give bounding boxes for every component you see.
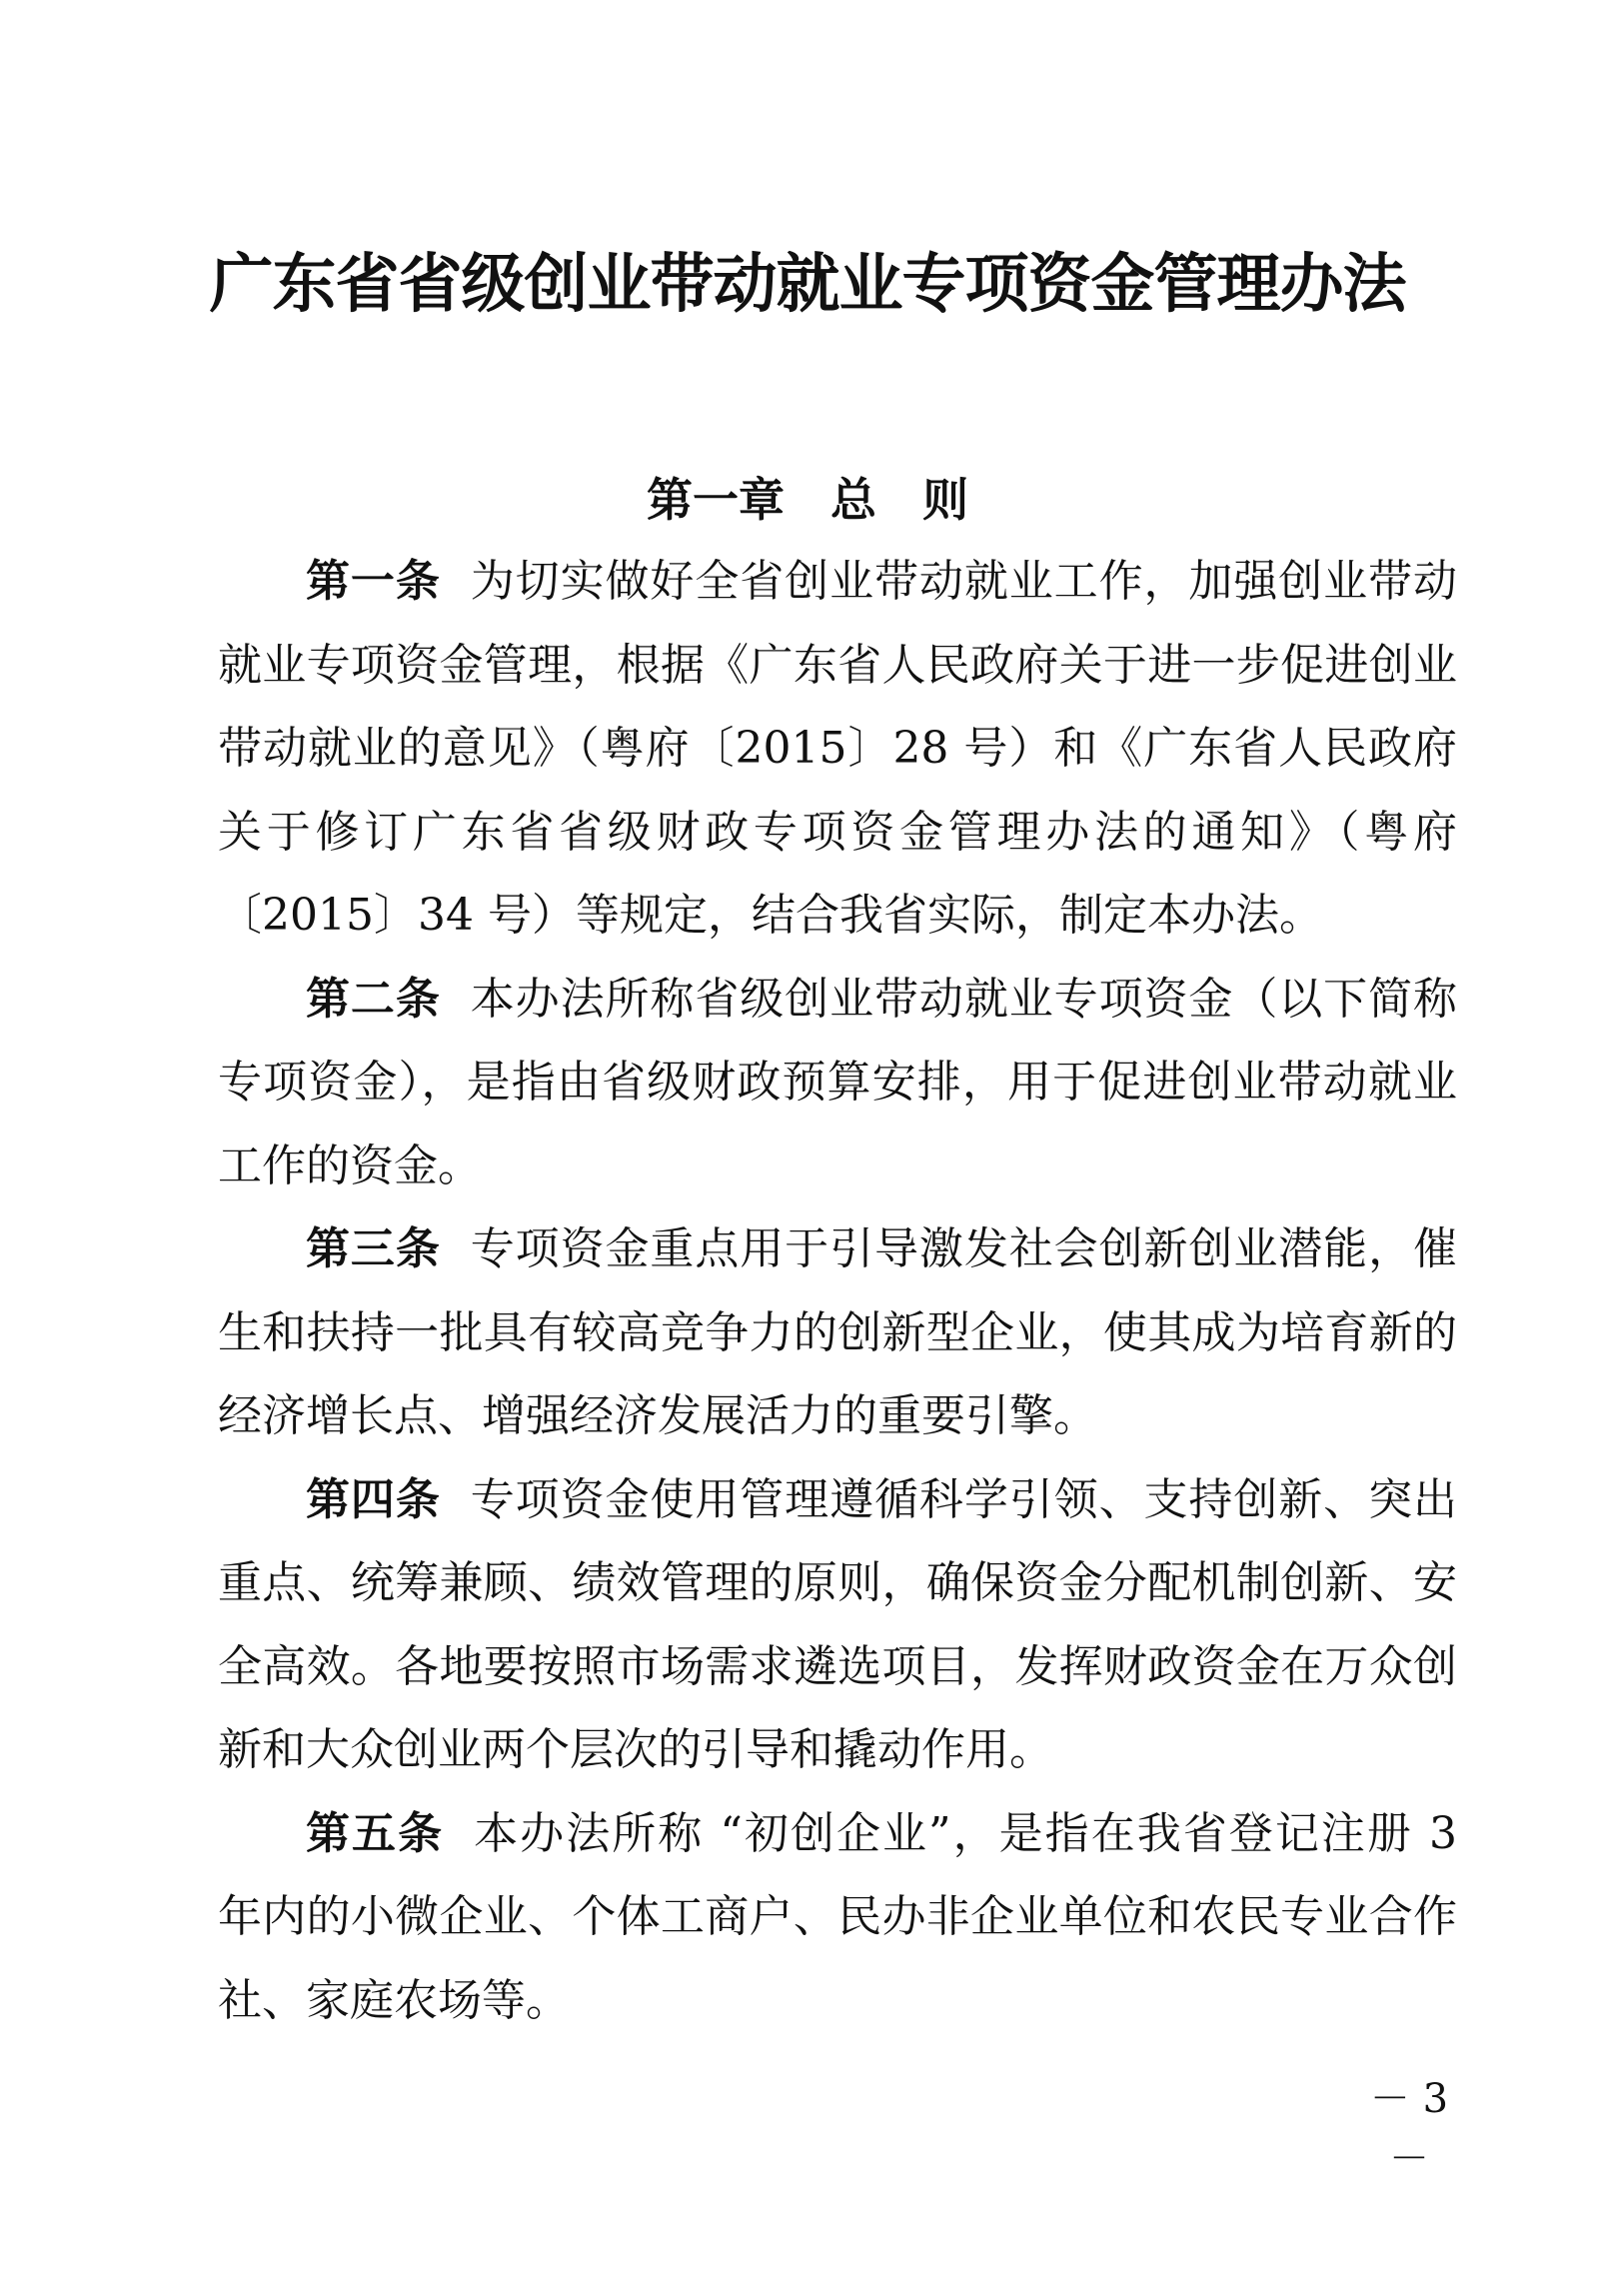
article-label: 第四条 [306,1473,441,1525]
article-label: 第二条 [306,973,441,1025]
article-2 [218,958,1457,1208]
article-label: 第三条 [306,1223,441,1274]
article-text: 专项资金重点用于引导激发社会创新创业潜能，催生和扶持一批具有较高竞争力的创新型企业，使其成为培育新的经济增长点、增强经济发展活力的重要引擎。 [218,1223,1457,1441]
article-5 [218,1792,1457,2043]
article-label: 第五条 [306,1807,445,1859]
article-label: 第一条 [306,556,441,607]
article-text: 专项资金使用管理遵循科学引领、支持创新、突出重点、统筹兼顾、绩效管理的原则，确保资金分配机制创新、安全高效。各地要按照市场需求遴选项目，发挥财政资金在万众创新和大众创业两个层次的引导和撬动作用。 [218,1473,1457,1775]
article-1 [218,540,1457,958]
document-title: 广东省省级创业带动就业专项资金管理办法 [209,247,1406,322]
page-number: － 3 － [1369,2076,1449,2182]
article-3 [218,1207,1457,1458]
chapter-heading: 第一章 总 则 [647,473,968,527]
document-body [218,540,1457,2042]
article-text: 为切实做好全省创业带动就业工作，加强创业带动就业专项资金管理，根据《广东省人民政府关于进一步促进创业带动就业的意见》（粤府〔2015〕28 号）和《广东省人民政府关于修订广东省省级财政专项资金管理办法的通知》（粤府〔2015〕34 号）等规定，结合我省实际，制定本办法。 [218,556,1457,941]
article-4 [218,1458,1457,1792]
article-text: 本办法所称 “初创企业”，是指在我省登记注册 3 年内的小微企业、个体工商户、民办非企业单位和农民专业合作社、家庭农场等。 [218,1807,1457,2026]
article-text: 本办法所称省级创业带动就业专项资金（以下简称专项资金），是指由省级财政预算安排，用于促进创业带动就业工作的资金。 [218,973,1457,1191]
